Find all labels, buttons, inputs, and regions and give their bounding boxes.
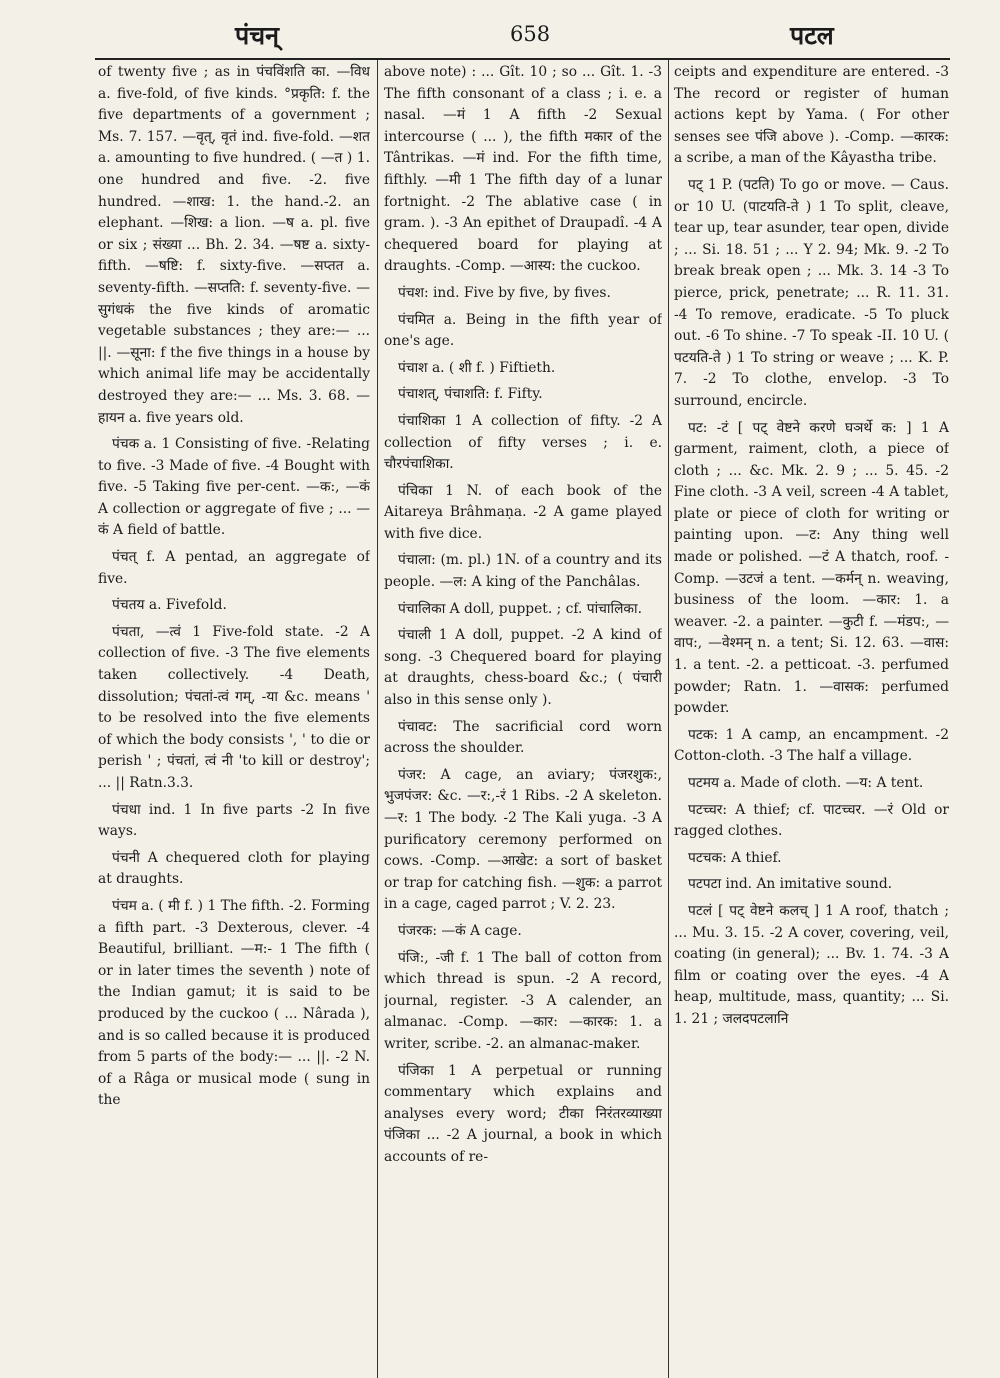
entry-paragraph: पंचालिका A doll, puppet. ; cf. पांचालिका. [398,600,642,617]
column-divider [377,60,378,1378]
entry-paragraph: पंचिका 1 N. of each book of the Aitareya Brâhmaṇa. -2 A game played with five dice. [384,482,662,542]
entry-paragraph: पंचता, —त्वं 1 Five-fold state. -2 A collection of five. -3 The five elements taken collectively. -4 Death, dissolution; पंचतां-त्वं गम्, -या &c. means ' to be resolved into the five elements of which the body consists ', ' to die or perish ' ; पंचतां, त्वं नी 'to kill or destroy'; ... || Ratn.3.3. [98,623,370,791]
entry-paragraph: पटच्चर: A thief; cf. पाटच्चर. —रं Old or ragged clothes. [674,801,949,840]
entry-paragraph: पंजिका 1 A perpetual or running commentary which explains and analyses every word; टीका निरंतरव्याख्या पंजिका ... -2 A journal, a book in which accounts of re- [384,1062,662,1165]
column-3 [674,62,949,1372]
entry-paragraph: पंजर: A cage, an aviary; पंजरशुक:, भुजपंजर: &c. —र:,-रं 1 Ribs. -2 A skeleton. —र: 1 The body. -2 The Kali yuga. -3 A purificatory ceremony performed on cows. -Comp. —आखेट: a sort of basket or trap for catching fish. —शुक: a parrot in a cage, caged parrot ; V. 2. 23. [384,766,662,913]
entry-paragraph: पंचमित a. Being in the fifth year of one's age. [384,311,662,350]
entry-paragraph: पंचाशत्, पंचाशति: f. Fifty. [398,386,543,403]
page-header [95,18,950,58]
entry-paragraph: पंजरक: —कं A cage. [398,922,522,939]
entry-paragraph: पंचावट: The sacrificial cord worn across the shoulder. [384,718,662,757]
entry-paragraph: पंचाश a. ( शी f. ) Fiftieth. [398,359,556,376]
entry-paragraph: पंचतय a. Fivefold. [112,597,227,614]
entry-paragraph: पटक: 1 A camp, an encampment. -2 Cotton-cloth. -3 The half a village. [674,726,949,765]
entry-paragraph: पंचाशिका 1 A collection of fifty. -2 A collection of fifty verses ; i. e. चौरपंचाशिका. [384,412,662,473]
entry-paragraph: पंचाली 1 A doll, puppet. -2 A kind of song. -3 Chequered board for playing at draughts, chess-board &c.; ( पंचारी also in this sense only ). [384,627,662,709]
entry-paragraph: ceipts and expenditure are entered. -3 The record or register of human actions kept by Yama. ( For other senses see पंजि above ). -Comp. —कारक: a scribe, a man of the Kâyastha tribe. [674,64,949,167]
entry-paragraph: पटचक: A thief. [688,849,782,866]
entry-paragraph: पंचत् f. A pentad, an aggregate of five. [98,549,370,587]
header-left-word: पंचन् [235,21,279,50]
entry-paragraph: above note) : ... Gît. 10 ; so ... Gît. 1. -3 The fifth consonant of a class ; i. e. a nasal. —मं 1 A fifth -2 Sexual intercourse ( ... ), the fifth मकार of the Tântrikas. —मं ind. For the fifth time, fifthly. —मी 1 The fifth day of a lunar fortnight. -2 The ablative case ( in gram. ). -3 An epithet of Draupadî. -4 A chequered board for playing at draughts. -Comp. —आस्य: the cuckoo. [384,64,662,275]
entry-paragraph: पट: -टं [ पट् वेष्टने करणे घञर्थे क: ] 1 A garment, raiment, cloth, a piece of cloth ; ... &c. Mk. 2. 9 ; ... 5. 45. -2 Fine cloth. -3 A veil, screen -4 A tablet, plate or piece of cloth for writing or painting upon. —ट: Any thing well made or polished. —टं A thatch, roof. -Comp. —उटजं a tent. —कर्मन् n. weaving, business of the loom. —कार: 1. a weaver. -2. a painter. —कुटी f. —मंडप:, —वाप:, —वेश्मन् n. a tent; Si. 12. 63. —वास: 1. a tent. -2. a petticoat. -3. perfumed powder; Ratn. 1. —वासक: perfumed powder. [674,419,949,717]
entry-paragraph: पंचक a. 1 Consisting of five. -Relating to five. -3 Made of five. -4 Bought with five. -5 Taking five per-cent. —क:, —कं A collection or aggregate of five ; ... —कं A field of battle. [98,436,370,539]
entry-paragraph: पटलं [ पट् वेष्टने कलच् ] 1 A roof, thatch ; ... Mu. 3. 15. -2 A cover, covering, veil, coating (in general); ... Bv. 1. 74. -3 A film or coating over the eyes. -4 A heap, multitude, mass, quantity; ... Si. 1. 21 ; जलदपटलानि [674,902,949,1027]
entry-paragraph: पटपटा ind. An imitative sound. [688,876,893,893]
entry-paragraph: पंजि:, -जी f. 1 The ball of cotton from which thread is spun. -2 A record, journal, register. -3 A calender, an almanac. -Comp. —कार: —कारक: 1. a writer, scribe. -2. an almanac-maker. [384,949,662,1052]
header-rule [95,58,950,60]
entry-paragraph: पंचम a. ( मी f. ) 1 The fifth. -2. Forming a fifth part. -3 Dexterous, clever. -4 Beautiful, brilliant. —म:- 1 The fifth ( or in later times the seventh ) note of the Indian gamut; it is said to be produced by the cuckoo ( ... Nârada ), and is so called because it is produced from 5 parts of the body:— ... ||. -2 N. of a Râga or musical mode ( sung in the [98,897,370,1109]
entry-paragraph: पंचधा ind. 1 In five parts -2 In five ways. [98,801,370,840]
column-1 [98,62,370,1372]
column-2 [384,62,662,1372]
entry-paragraph: पंचश: ind. Five by five, by fives. [398,284,611,301]
entry-paragraph: पंचनी A chequered cloth for playing at draughts. [98,849,370,888]
header-right-word: पटल [790,21,834,50]
entry-paragraph: पट् 1 P. (पटति) To go or move. — Caus. or 10 U. (पाटयति-ते ) 1 To split, cleave, tear up, tear asunder, tear open, divide ; ... Si. 18. 51 ; ... Y 2. 94; Mk. 9. -2 To break break open ; ... Mk. 3. 14 -3 To pierce, prick, penetrate; ... R. 11. 31. -4 To remove, eradicate. -5 To pluck out. -6 To shine. -7 To speak -II. 10 U. ( पटयति-ते ) 1 To string or weave ; ... K. P. 7. -2 To clothe, envelop. -3 To surround, encircle. [674,176,949,409]
page-number: 658 [510,22,551,46]
entry-paragraph: पंचाला: (m. pl.) 1N. of a country and its people. —ल: A king of the Panchâlas. [384,552,662,591]
entry-paragraph: पटमय a. Made of cloth. —य: A tent. [688,775,924,791]
entry-paragraph: of twenty five ; as in पंचविंशति का. —विध a. five-fold, of five kinds. °प्रकृति: f. the five departments of a government ; Ms. 7. 157. —वृत्, वृतं ind. five-fold. —शत a. amounting to five hundred. ( —त ) 1. one hundred and five. -2. five hundred. —शाख: 1. the hand.-2. an elephant. —शिख: a lion. —ष a. pl. five or six ; संख्या ... Bh. 2. 34. —षष्ट a. sixty-fifth. —षष्टि: f. sixty-five. —सप्तत a. seventy-fifth. —सप्तति: f. seventy-five. —सुगंधकं the five kinds of aromatic vegetable substances ; they are:— ... ||. —सूना: f the five things in a house by which animal life may be accidentally destroyed they are:— ... Ms. 3. 68. —हायन a. five years old. [98,64,370,426]
column-divider [668,60,669,1378]
